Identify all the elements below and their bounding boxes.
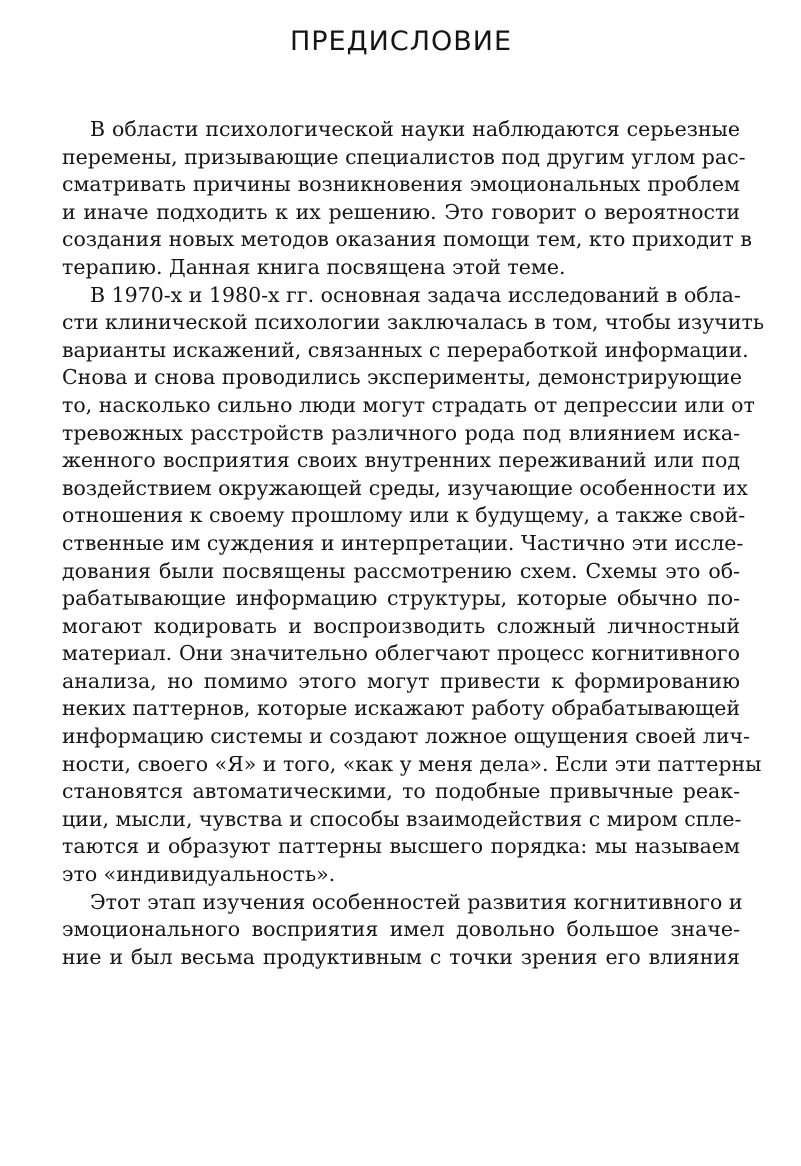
text-line: анализа, но помимо этого могут привести к формированию bbox=[62, 668, 740, 693]
text-line: таются и образуют паттерны высшего порядка: мы называем bbox=[62, 834, 740, 859]
text-line: неких паттернов, которые искажают работу обрабатывающей bbox=[62, 696, 740, 721]
text-line: женного восприятия своих внутренних переживаний или под bbox=[62, 448, 740, 473]
text-line: ственные им суждения и интерпретации. Частично эти иссле- bbox=[62, 530, 744, 555]
text-line: Этот этап изучения особенностей развития когнитивного и bbox=[90, 889, 743, 914]
text-line: Снова и снова проводились эксперименты, демонстрирующие bbox=[62, 365, 743, 390]
text-line: отношения к своему прошлому или к будущему, а также свой- bbox=[62, 503, 746, 528]
text-line: сти клинической психологии заключалась в том, чтобы изучить bbox=[62, 310, 765, 335]
text-line: ности, своего «Я» и того, «как у меня дела». Если эти паттерны bbox=[62, 751, 762, 776]
text-line: дования были посвящены рассмотрению схем. Схемы это об- bbox=[62, 558, 740, 583]
text-line: ние и был весьма продуктивным с точки зрения его влияния bbox=[62, 944, 740, 969]
text-line: варианты искажений, связанных с переработкой информации. bbox=[62, 337, 749, 362]
paragraph bbox=[62, 116, 752, 282]
paragraph bbox=[62, 282, 765, 889]
text-line: ции, мысли, чувства и способы взаимодействия с миром спле- bbox=[62, 806, 742, 831]
page-title: ПРЕДИСЛОВИЕ bbox=[289, 26, 513, 57]
text-line: становятся автоматическими, то подобные привычные реак- bbox=[62, 779, 740, 804]
text-line: терапию. Данная книга посвящена этой теме. bbox=[62, 254, 566, 279]
text-line: тревожных расстройств различного рода под влиянием иска- bbox=[62, 420, 740, 445]
text-line: В 1970-х и 1980-х гг. основная задача исследований в обла- bbox=[90, 282, 741, 307]
text-line: рабатывающие информацию структуры, которые обычно по- bbox=[62, 586, 740, 611]
text-line: это «индивидуальность». bbox=[62, 862, 336, 887]
text-line: воздействием окружающей среды, изучающие особенности их bbox=[62, 475, 748, 500]
text-line: материал. Они значительно облегчают процесс когнитивного bbox=[62, 641, 740, 666]
text-line: сматривать причины возникновения эмоциональных проблем bbox=[62, 172, 740, 197]
text-line: и иначе подходить к их решению. Это говорит о вероятности bbox=[62, 199, 740, 224]
text-line: эмоционального восприятия имел довольно большое значе- bbox=[62, 917, 740, 942]
book-page bbox=[62, 0, 765, 971]
text-line: перемены, призывающие специалистов под другим углом рас- bbox=[62, 144, 746, 169]
text-line: информацию системы и создают ложное ощущения своей лич- bbox=[62, 724, 750, 749]
paragraph bbox=[62, 889, 743, 972]
text-line: создания новых методов оказания помощи тем, кто приходит в bbox=[62, 227, 752, 252]
text-line: могают кодировать и воспроизводить сложный личностный bbox=[62, 613, 740, 638]
body-text bbox=[62, 116, 765, 971]
text-line: то, насколько сильно люди могут страдать от депрессии или от bbox=[62, 392, 755, 417]
text-line: В области психологической науки наблюдаются серьезные bbox=[90, 117, 740, 141]
